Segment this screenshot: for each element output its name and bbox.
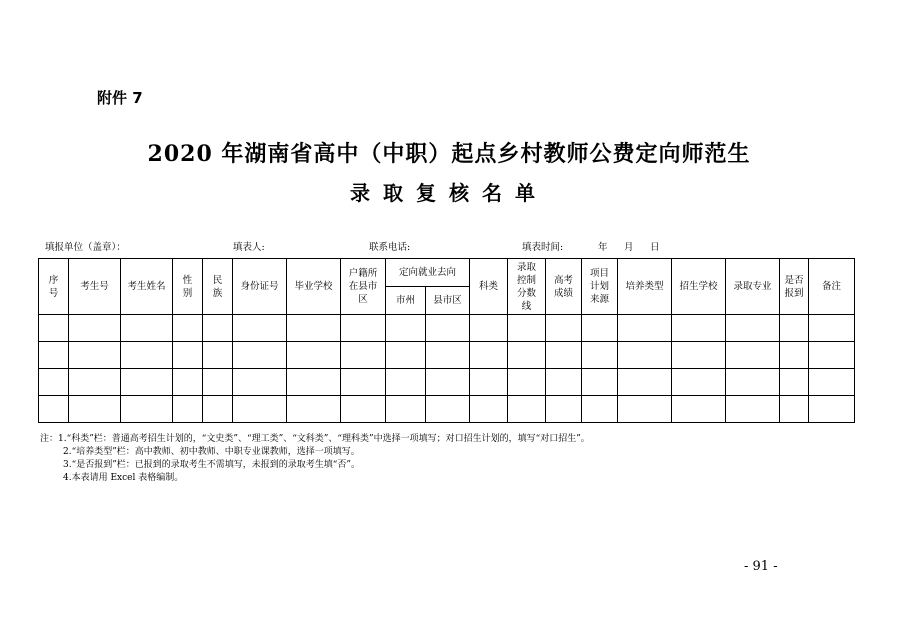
note-line: 2.“培养类型”栏：高中教师、初中教师、中职专业课教师，选择一项填写。 <box>63 447 360 457</box>
fill-month-label: 月 <box>624 242 634 253</box>
table-cell[interactable] <box>546 315 582 342</box>
table-cell[interactable] <box>426 342 470 369</box>
header-plan-source: 项目计划来源 <box>582 259 618 315</box>
table-cell[interactable] <box>233 396 287 423</box>
table-cell[interactable] <box>121 315 173 342</box>
table-cell[interactable] <box>203 369 233 396</box>
table-cell[interactable] <box>809 396 855 423</box>
fill-time-label: 填表时间: <box>522 242 564 253</box>
table-cell[interactable] <box>546 396 582 423</box>
table-cell[interactable] <box>341 342 386 369</box>
table-cell[interactable] <box>508 369 546 396</box>
table-cell[interactable] <box>69 369 121 396</box>
table-cell[interactable] <box>508 315 546 342</box>
table-cell[interactable] <box>809 342 855 369</box>
table-cell[interactable] <box>508 342 546 369</box>
header-city: 市州 <box>386 287 426 315</box>
table-cell[interactable] <box>287 396 341 423</box>
table-cell[interactable] <box>582 315 618 342</box>
table-cell[interactable] <box>672 396 726 423</box>
table-cell[interactable] <box>780 315 809 342</box>
table-cell[interactable] <box>726 342 780 369</box>
table-cell[interactable] <box>121 369 173 396</box>
review-list-table <box>38 258 855 423</box>
table-cell[interactable] <box>470 369 508 396</box>
header-id-no: 身份证号 <box>233 259 287 315</box>
table-cell[interactable] <box>470 396 508 423</box>
table-cell[interactable] <box>39 315 69 342</box>
table-cell[interactable] <box>672 342 726 369</box>
table-cell[interactable] <box>233 315 287 342</box>
table-cell[interactable] <box>582 342 618 369</box>
table-row <box>39 315 855 342</box>
table-cell[interactable] <box>780 396 809 423</box>
header-remark: 备注 <box>809 259 855 315</box>
table-cell[interactable] <box>726 369 780 396</box>
table-cell[interactable] <box>582 369 618 396</box>
table-cell[interactable] <box>39 369 69 396</box>
header-seq: 序号 <box>39 259 69 315</box>
table-cell[interactable] <box>173 342 203 369</box>
table-cell[interactable] <box>809 369 855 396</box>
table-cell[interactable] <box>470 342 508 369</box>
header-reported: 是否报到 <box>780 259 809 315</box>
fill-unit-label: 填报单位（盖章）： <box>45 242 126 253</box>
table-row <box>39 396 855 423</box>
header-ethnicity: 民族 <box>203 259 233 315</box>
header-county: 县市区 <box>426 287 470 315</box>
table-cell[interactable] <box>672 369 726 396</box>
table-cell[interactable] <box>203 396 233 423</box>
table-cell[interactable] <box>69 396 121 423</box>
table-cell[interactable] <box>546 342 582 369</box>
fill-day-label: 日 <box>650 242 660 253</box>
table-cell[interactable] <box>203 315 233 342</box>
note-line: 4.本表请用 Excel 表格编制。 <box>63 473 184 483</box>
table-cell[interactable] <box>726 315 780 342</box>
table-row <box>39 342 855 369</box>
header-exam-score: 高考成绩 <box>546 259 582 315</box>
table-cell[interactable] <box>780 369 809 396</box>
attachment-label: 附件 7 <box>97 89 143 107</box>
fill-year-label: 年 <box>598 242 608 253</box>
table-cell[interactable] <box>341 396 386 423</box>
notes-section <box>40 433 590 485</box>
header-training-type: 培养类型 <box>618 259 672 315</box>
table-cell[interactable] <box>386 369 426 396</box>
document-title: 2020 年湖南省高中（中职）起点乡村教师公费定向师范生 <box>147 141 751 167</box>
table-cell[interactable] <box>69 315 121 342</box>
header-destination: 定向就业去向 <box>386 259 470 287</box>
header-name: 考生姓名 <box>121 259 173 315</box>
table-cell[interactable] <box>341 315 386 342</box>
header-score-line: 录取控制分数线 <box>508 259 546 315</box>
fill-filler-label: 填表人: <box>233 242 265 253</box>
header-exam-no: 考生号 <box>69 259 121 315</box>
note-line: 3.“是否报到”栏：已报到的录取考生不需填写，未报到的录取考生填“否”。 <box>63 460 360 470</box>
table-cell[interactable] <box>426 315 470 342</box>
table-cell[interactable] <box>426 369 470 396</box>
table-cell[interactable] <box>39 342 69 369</box>
table-cell[interactable] <box>672 315 726 342</box>
header-admit-major: 录取专业 <box>726 259 780 315</box>
table-cell[interactable] <box>618 396 672 423</box>
table-cell[interactable] <box>618 342 672 369</box>
header-household: 户籍所在县市区 <box>341 259 386 315</box>
header-subject-type: 科类 <box>470 259 508 315</box>
table-cell[interactable] <box>173 315 203 342</box>
fill-phone-label: 联系电话: <box>369 242 411 253</box>
table-cell[interactable] <box>233 342 287 369</box>
table-cell[interactable] <box>287 315 341 342</box>
table-cell[interactable] <box>386 342 426 369</box>
table-cell[interactable] <box>809 315 855 342</box>
table-cell[interactable] <box>386 315 426 342</box>
table-cell[interactable] <box>121 342 173 369</box>
table-cell[interactable] <box>233 369 287 396</box>
header-grad-school: 毕业学校 <box>287 259 341 315</box>
table-cell[interactable] <box>203 342 233 369</box>
page-number: - 91 - <box>744 559 778 574</box>
table-row <box>39 369 855 396</box>
table-cell[interactable] <box>287 369 341 396</box>
table-cell[interactable] <box>39 396 69 423</box>
table-cell[interactable] <box>341 369 386 396</box>
table-cell[interactable] <box>546 369 582 396</box>
document-subtitle: 录取复核名单 <box>350 181 548 205</box>
table-body <box>39 315 855 423</box>
table-cell[interactable] <box>173 369 203 396</box>
header-admit-school: 招生学校 <box>672 259 726 315</box>
table-cell[interactable] <box>173 396 203 423</box>
table-cell[interactable] <box>618 315 672 342</box>
table-cell[interactable] <box>69 342 121 369</box>
table-cell[interactable] <box>386 396 426 423</box>
table-cell[interactable] <box>726 396 780 423</box>
table-cell[interactable] <box>780 342 809 369</box>
table-cell[interactable] <box>426 396 470 423</box>
table-cell[interactable] <box>508 396 546 423</box>
table-cell[interactable] <box>287 342 341 369</box>
table-cell[interactable] <box>470 315 508 342</box>
table-cell[interactable] <box>582 396 618 423</box>
header-gender: 性别 <box>173 259 203 315</box>
note-line: 注：1.“科类”栏：普通高考招生计划的，“文史类”、“理工类”、“文科类”、“理科类”中选择一项填写；对口招生计划的，填写“对口招生”。 <box>40 434 590 444</box>
table-cell[interactable] <box>121 396 173 423</box>
table-cell[interactable] <box>618 369 672 396</box>
